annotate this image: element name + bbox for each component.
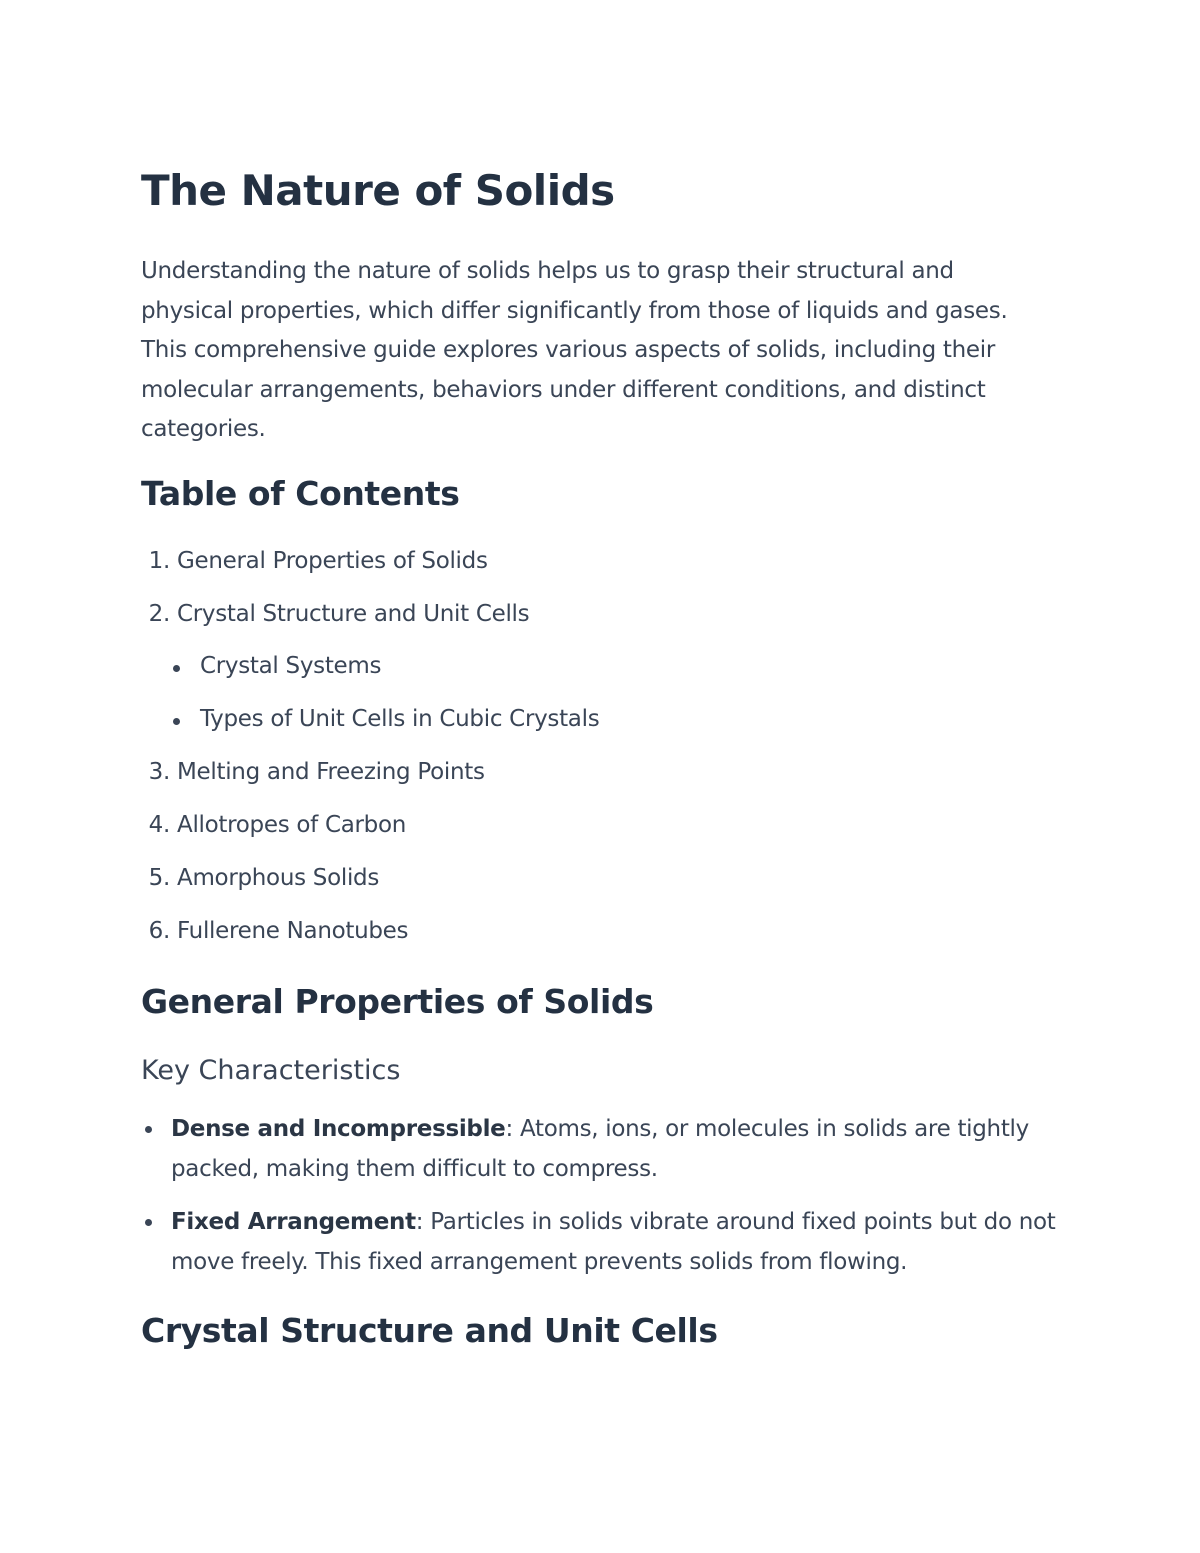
bullet-icon (173, 718, 180, 725)
bullet-icon (145, 1126, 152, 1133)
toc-item-label: Melting and Freezing Points (177, 759, 485, 785)
intro-paragraph: Understanding the nature of solids helps us to grasp their structural and physical properties, which differ significantly from those of liquids and gases. This comprehensive guide explores various aspects of solids, including their molecular arrangements, behaviors under different conditions, and distinct categories. (141, 258, 1008, 443)
toc-item-label: Allotropes of Carbon (177, 812, 407, 838)
toc-item-label: Crystal Structure and Unit Cells (177, 601, 530, 627)
bullet-icon (173, 665, 180, 672)
toc-item-fullerene-nanotubes[interactable] (141, 918, 408, 944)
toc-subitem-label: Crystal Systems (200, 653, 382, 679)
subheading-key-characteristics: Key Characteristics (141, 1055, 401, 1086)
section-heading-crystal-structure: Crystal Structure and Unit Cells (141, 1311, 718, 1350)
toc-item-amorphous-solids[interactable] (141, 865, 379, 891)
term-label: Fixed Arrangement (171, 1209, 416, 1235)
toc-item-label: Amorphous Solids (177, 865, 380, 891)
bullet-icon (145, 1219, 152, 1226)
toc-item-label: Fullerene Nanotubes (177, 918, 409, 944)
toc-subitem-crystal-systems[interactable] (200, 653, 381, 679)
page-title: The Nature of Solids (141, 166, 615, 215)
toc-item-number: 3. (148, 759, 170, 785)
term-description: : Atoms, ions, or molecules in solids are tightly packed, making them difficult to compress. (171, 1116, 1029, 1182)
toc-item-number: 4. (148, 812, 170, 838)
toc-subitem-unit-cells[interactable] (200, 706, 599, 732)
list-item-fixed-arrangement (171, 1203, 1071, 1282)
toc-item-crystal-structure[interactable] (141, 601, 529, 627)
toc-item-general-properties[interactable] (141, 548, 488, 574)
toc-item-label: General Properties of Solids (177, 548, 488, 574)
toc-item-number: 2. (148, 601, 170, 627)
term-description: : Particles in solids vibrate around fixed points but do not move freely. This fixed arrangement prevents solids from flowing. (171, 1209, 1056, 1275)
toc-subitem-label: Types of Unit Cells in Cubic Crystals (200, 706, 600, 732)
toc-heading: Table of Contents (141, 474, 460, 513)
toc-item-number: 6. (148, 918, 170, 944)
toc-item-allotropes-carbon[interactable] (141, 812, 406, 838)
toc-item-number: 5. (148, 865, 170, 891)
term-label: Dense and Incompressible (171, 1116, 506, 1142)
toc-item-number: 1. (148, 548, 170, 574)
toc-item-melting-freezing[interactable] (141, 759, 485, 785)
section-heading-general-properties: General Properties of Solids (141, 982, 654, 1021)
list-item-dense-incompressible (171, 1110, 1071, 1189)
